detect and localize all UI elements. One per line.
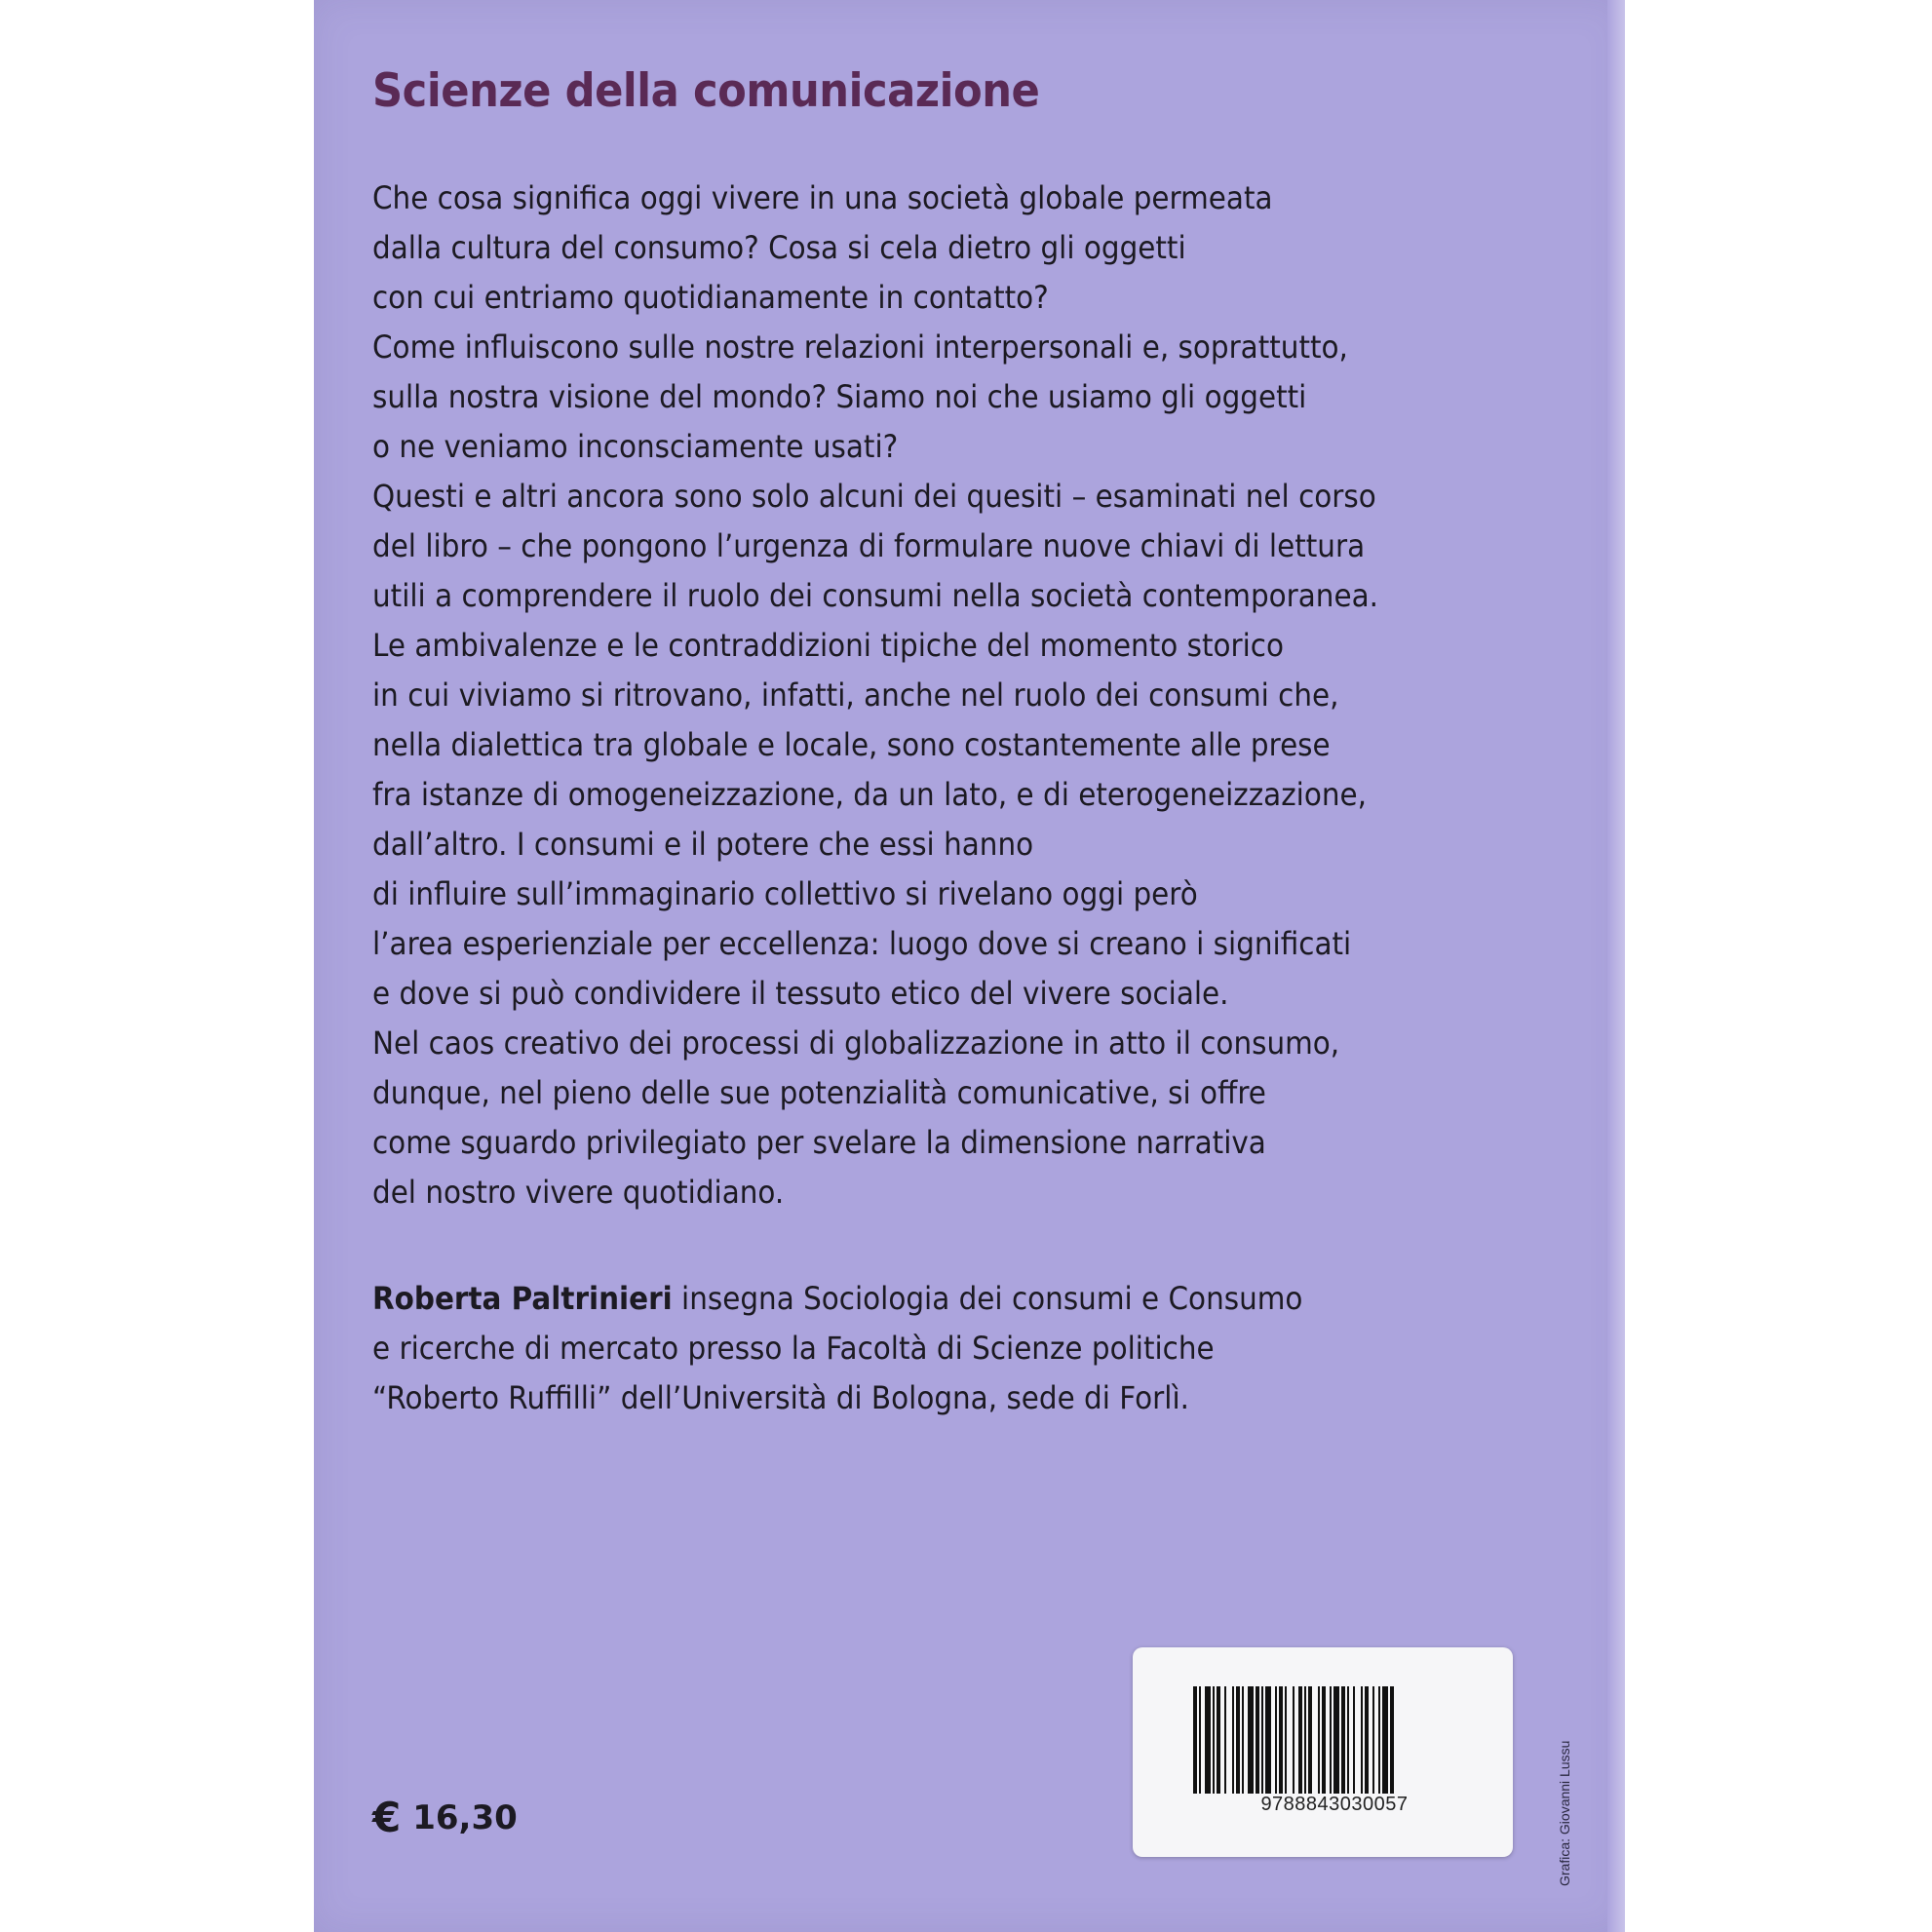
author-name: Roberta Paltrinieri: [372, 1280, 673, 1317]
barcode-bar: [1390, 1686, 1394, 1794]
barcode-bar: [1372, 1686, 1374, 1794]
description-line: e dove si può condividere il tessuto etico del vivere sociale.: [372, 975, 1229, 1012]
description-line: fra istanze di omogeneizzazione, da un lato, e di eterogeneizzazione,: [372, 776, 1367, 813]
author-bio-text: insegna Sociologia dei consumi e Consumo: [672, 1280, 1303, 1317]
barcode-sticker: [1133, 1647, 1513, 1857]
description-line: del nostro vivere quotidiano.: [372, 1174, 785, 1211]
description-line: Questi e altri ancora sono solo alcuni dei quesiti – esaminati nel corso: [372, 478, 1376, 515]
barcode-bar: [1224, 1686, 1226, 1794]
description-line: come sguardo privilegiato per svelare la dimensione narrativa: [372, 1124, 1266, 1161]
description-line: nella dialettica tra globale e locale, sono costantemente alle prese: [372, 726, 1331, 763]
barcode-bar: [1382, 1686, 1388, 1794]
description-line: di influire sull’immaginario collettivo si rivelano oggi però: [372, 875, 1198, 912]
description-line: Che cosa significa oggi vivere in una società globale permeata: [372, 179, 1273, 216]
description-line: utili a comprendere il ruolo dei consumi nella società contemporanea.: [372, 577, 1378, 614]
description-line: dunque, nel pieno delle sue potenzialità comunicative, si offre: [372, 1074, 1266, 1111]
author-bio-line: [372, 1274, 1449, 1324]
description-line: Nel caos creativo dei processi di globalizzazione in atto il consumo,: [372, 1024, 1340, 1062]
barcode-bar: [1308, 1686, 1312, 1794]
barcode-bar: [1353, 1686, 1355, 1794]
graphic-credit: Grafica: Giovanni Lussu: [1557, 1740, 1572, 1886]
barcode-bar: [1333, 1686, 1339, 1794]
barcode-bar: [1341, 1686, 1345, 1794]
cover-edge: [1607, 0, 1625, 1932]
barcode-bar: [1236, 1686, 1240, 1794]
barcode-bar: [1279, 1686, 1283, 1794]
price: [372, 1794, 518, 1841]
euro-symbol: €: [372, 1794, 402, 1841]
barcode-bar: [1293, 1686, 1294, 1794]
description-line: del libro – che pongono l’urgenza di formulare nuove chiavi di lettura: [372, 527, 1366, 564]
barcode-bar: [1232, 1686, 1234, 1794]
barcode-bar: [1261, 1686, 1263, 1794]
description-line: Le ambivalenze e le contraddizioni tipiche del momento storico: [372, 627, 1285, 664]
description-line: l’area esperienziale per eccellenza: luogo dove si creano i significati: [372, 925, 1352, 962]
description-line: in cui viviamo si ritrovano, infatti, anche nel ruolo dei consumi che,: [372, 676, 1339, 714]
barcode-bar: [1213, 1686, 1215, 1794]
barcode-bar: [1275, 1686, 1277, 1794]
barcode-bar: [1242, 1686, 1244, 1794]
barcode-bar: [1265, 1686, 1271, 1794]
book-back-cover: [314, 0, 1625, 1932]
author-bio: [372, 1274, 1542, 1423]
barcode-bar: [1248, 1686, 1254, 1794]
barcode-bar: [1330, 1686, 1332, 1794]
barcode-bar: [1193, 1686, 1197, 1794]
price-amount: 16,30: [412, 1797, 518, 1837]
barcode-bar: [1322, 1686, 1326, 1794]
isbn-number: 9788843030057: [1260, 1794, 1409, 1815]
barcode-bar: [1361, 1686, 1363, 1794]
barcode-bar: [1378, 1686, 1380, 1794]
description-line: dall’altro. I consumi e il potere che essi hanno: [372, 826, 1034, 863]
description-line: o ne veniamo inconsciamente usati?: [372, 428, 899, 465]
description-line: con cui entriamo quotidianamente in contatto?: [372, 279, 1049, 316]
barcode-bar: [1217, 1686, 1220, 1794]
description-line: sulla nostra visione del mondo? Siamo noi che usiamo gli oggetti: [372, 378, 1307, 415]
barcode-bar: [1347, 1686, 1349, 1794]
description: [372, 174, 1542, 1217]
description-line: Come influiscono sulle nostre relazioni interpersonali e, soprattutto,: [372, 328, 1348, 366]
author-bio-line: e ricerche di mercato presso la Facoltà di Scienze politiche: [372, 1330, 1215, 1367]
description-line: dalla cultura del consumo? Cosa si cela dietro gli oggetti: [372, 229, 1186, 266]
author-bio-line: “Roberto Ruffilli” dell’Università di Bologna, sede di Forlì.: [372, 1379, 1189, 1416]
barcode-bar: [1205, 1686, 1211, 1794]
barcode-bar: [1365, 1686, 1369, 1794]
barcode-bar: [1304, 1686, 1306, 1794]
barcode-bar: [1318, 1686, 1320, 1794]
barcode-bar: [1199, 1686, 1201, 1794]
barcode-bar: [1298, 1686, 1302, 1794]
barcode-bar: [1285, 1686, 1287, 1794]
barcode: [1193, 1686, 1476, 1794]
series-title: Scienze della comunicazione: [372, 64, 1040, 118]
barcode-bar: [1256, 1686, 1259, 1794]
